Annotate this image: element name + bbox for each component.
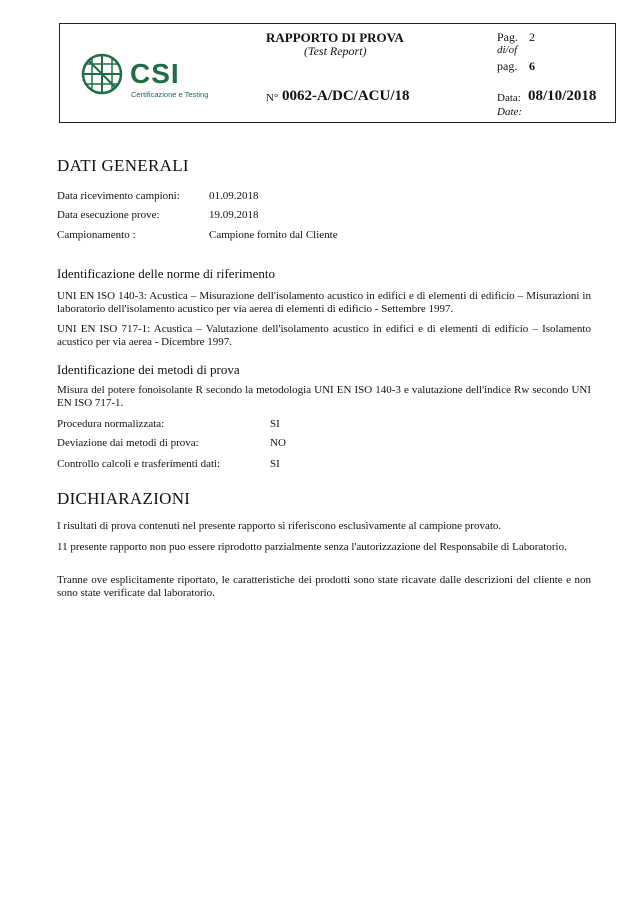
pages-label: pag. bbox=[497, 59, 518, 73]
metodi-text: Misura del potere fonoisolante R secondo la metodologia UNI EN ISO 140-3 e valutazione dell'indice Rw secondo UNI EN ISO 717-1. bbox=[57, 384, 591, 409]
csi-logo-icon bbox=[80, 52, 124, 96]
date-label-english: Date: bbox=[497, 106, 523, 118]
field-label: Campionamento : bbox=[57, 229, 136, 241]
field-label: Procedura normalizzata: bbox=[57, 418, 165, 430]
norma-item: UNI EN ISO 717-1: Acustica – Valutazione dell'isolamento acustico in edifici e di elementi di edificio – Isolamento acustico per via aerea - Dicembre 1997. bbox=[57, 323, 591, 348]
field-value: 01.09.2018 bbox=[209, 190, 259, 202]
page-number: 2 bbox=[529, 30, 535, 44]
section-title-metodi: Identificazione dei metodi di prova bbox=[57, 362, 240, 377]
field-label: Data ricevimento campioni: bbox=[57, 190, 180, 202]
total-pages: 6 bbox=[529, 59, 535, 73]
section-title-dati-generali: DATI GENERALI bbox=[57, 156, 189, 175]
field-value: SI bbox=[270, 458, 280, 470]
logo-name: CSI bbox=[130, 58, 180, 89]
report-title: RAPPORTO DI PROVA bbox=[266, 30, 404, 45]
report-subtitle: (Test Report) bbox=[304, 44, 367, 58]
logo-tagline: Certificazione e Testing bbox=[131, 90, 209, 99]
dichiarazione-paragraph: I risultati di prova contenuti nel presente rapporto si riferiscono esclusivamente al campione provato. bbox=[57, 520, 502, 532]
field-label: Controllo calcoli e trasferimenti dati: bbox=[57, 458, 221, 470]
dichiarazione-paragraph: 11 presente rapporto non puo essere riprodotto parzialmente senza l'autorizzazione del Responsabile di Laboratorio. bbox=[57, 541, 567, 553]
dichiarazione-paragraph: Tranne ove esplicitamente riportato, le caratteristiche dei prodotti sono state ricavate dalle descrizioni del cliente e non sono state verificate dal laboratorio. bbox=[57, 574, 591, 599]
field-label: Data esecuzione prove: bbox=[57, 209, 160, 221]
of-label: di/of bbox=[497, 44, 518, 56]
field-value: NO bbox=[270, 437, 286, 449]
section-title-norme: Identificazione delle norme di riferimento bbox=[57, 266, 276, 281]
field-value: Campione fornito dal Cliente bbox=[209, 229, 338, 241]
date-label: Data: bbox=[497, 92, 521, 104]
report-date: 08/10/2018 bbox=[528, 88, 597, 104]
section-title-dichiarazioni: DICHIARAZIONI bbox=[57, 489, 191, 508]
field-label: Deviazione dai metodi di prova: bbox=[57, 437, 199, 449]
field-value: 19.09.2018 bbox=[209, 209, 259, 221]
field-value: SI bbox=[270, 418, 280, 430]
report-number-prefix: N° bbox=[266, 92, 279, 104]
report-number: 0062-A/DC/ACU/18 bbox=[282, 88, 410, 104]
norma-item: UNI EN ISO 140-3: Acustica – Misurazione dell'isolamento acustico in edifici e di elementi di edificio – Misurazioni in laboratorio dell'isolamento acustico per via aerea di elementi di edificio - Settembre 1997. bbox=[57, 290, 591, 315]
page-label: Pag. bbox=[497, 30, 518, 44]
